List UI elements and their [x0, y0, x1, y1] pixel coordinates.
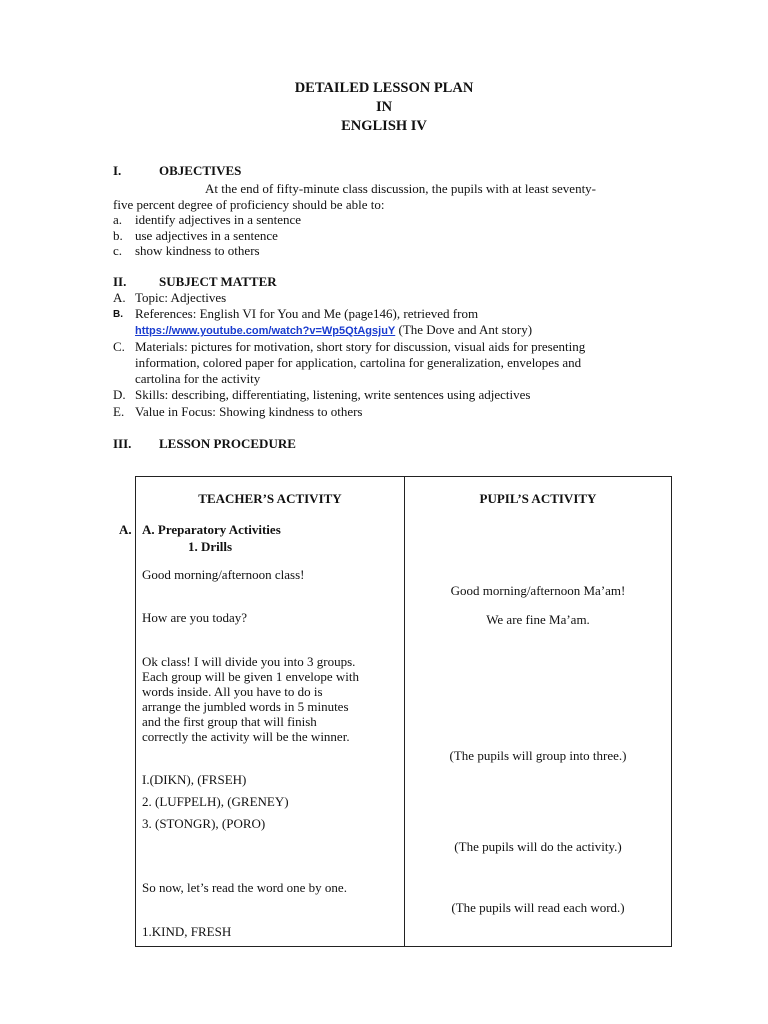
references-link-line [135, 322, 532, 339]
pupil-group-response: (The pupils will group into three.) [449, 748, 627, 763]
objective-item: identify adjectives in a sentence [135, 212, 302, 227]
pupil-greeting: Good morning/afternoon Ma’am! [450, 583, 626, 598]
objectives-intro-line2: five percent degree of proficiency should be able to: [113, 197, 385, 212]
objectives-intro-line1: At the end of fifty-minute class discussion, the pupils with at least seventy- [205, 181, 597, 196]
jumbled-words-item: 2. (LUFPELH), (GRENEY) [142, 794, 289, 809]
materials-line3: cartolina for the activity [135, 371, 261, 386]
youtube-link[interactable]: https://www.youtube.com/watch?v=Wp5QtAgsjuY [135, 325, 396, 337]
teacher-activity-column [136, 477, 405, 947]
teacher-how-are-you: How are you today? [142, 610, 248, 625]
references-text: References: English VI for You and Me (page146), retrieved from [135, 306, 479, 321]
skills-text: Skills: describing, differentiating, listening, write sentences using adjectives [135, 387, 531, 402]
lesson-procedure-heading: LESSON PROCEDURE [159, 436, 296, 451]
value-marker: E. [113, 404, 125, 419]
pupil-activity-response: (The pupils will do the activity.) [454, 839, 622, 854]
preparatory-activities-heading: A. Preparatory Activities [142, 522, 281, 537]
teacher-instruction-line: Each group will be given 1 envelope with [142, 669, 359, 684]
topic-marker: A. [113, 290, 126, 305]
objective-item: show kindness to others [135, 243, 260, 258]
teacher-instruction-line: arrange the jumbled words in 5 minutes [142, 699, 349, 714]
objective-item-marker: c. [113, 243, 123, 258]
references-link-suffix: (The Dove and Ant story) [395, 322, 533, 337]
answer-words-item: 1.KIND, FRESH [142, 924, 232, 939]
pupil-activity-column [405, 477, 672, 947]
teacher-instruction-line: words inside. All you have to do is [142, 684, 323, 699]
subject-matter-heading: SUBJECT MATTER [159, 274, 277, 289]
procedure-outer-marker: A. [119, 522, 132, 537]
objectives-heading: OBJECTIVES [159, 163, 242, 178]
materials-marker: C. [113, 339, 125, 354]
objectives-numeral: I. [113, 163, 122, 178]
lesson-procedure-numeral: III. [113, 436, 132, 451]
teacher-read-prompt: So now, let’s read the word one by one. [142, 880, 347, 895]
objective-item-marker: b. [113, 228, 123, 243]
jumbled-words-item: 3. (STONGR), (PORO) [142, 816, 266, 831]
teacher-greeting: Good morning/afternoon class! [142, 567, 305, 582]
objective-item-marker: a. [113, 212, 123, 227]
document-title-line3: ENGLISH IV [341, 118, 427, 134]
pupil-read-response: (The pupils will read each word.) [451, 900, 625, 915]
teacher-instruction-line: and the first group that will finish [142, 714, 317, 729]
references-marker: B. [113, 309, 123, 320]
pupil-activity-header: PUPIL’S ACTIVITY [479, 491, 597, 506]
document-title-line1: DETAILED LESSON PLAN [294, 80, 474, 96]
drills-heading: 1. Drills [188, 539, 233, 554]
value-text: Value in Focus: Showing kindness to others [135, 404, 363, 419]
topic-text: Topic: Adjectives [135, 290, 227, 305]
document-title-line2: IN [375, 99, 393, 115]
pupil-fine-response: We are fine Ma’am. [486, 612, 590, 627]
lesson-procedure-table [135, 476, 672, 947]
materials-line2: information, colored paper for application, cartolina for generalization, envelopes and [135, 355, 582, 370]
objective-item: use adjectives in a sentence [135, 228, 278, 243]
subject-matter-numeral: II. [113, 274, 127, 289]
teacher-activity-header: TEACHER’S ACTIVITY [198, 491, 342, 506]
materials-line1: Materials: pictures for motivation, short story for discussion, visual aids for presenting [135, 339, 586, 354]
teacher-instruction-line: correctly the activity will be the winner. [142, 729, 350, 744]
skills-marker: D. [113, 387, 126, 402]
teacher-instruction-line: Ok class! I will divide you into 3 groups. [142, 654, 356, 669]
jumbled-words-item: I.(DIKN), (FRSEH) [142, 772, 247, 787]
